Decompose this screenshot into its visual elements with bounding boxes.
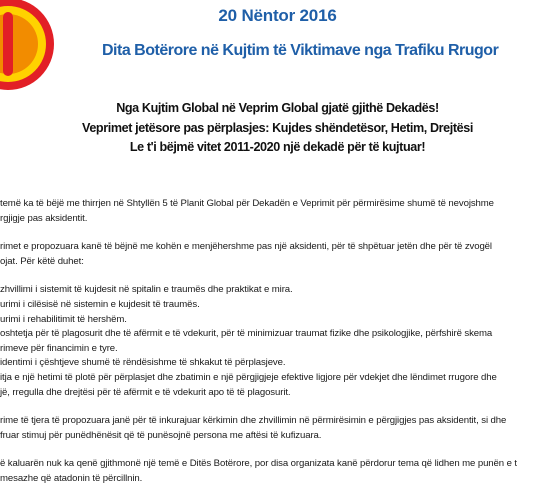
body-line: itja e një hetimi të plotë për përplasjet dhe zbatimin e një përgjigjeje efektive ligjore për vdekjet dhe lëndimet rrugore dhe bbox=[0, 371, 497, 383]
body-line: identimi i çështjeve shumë të rëndësishme të shkakut të përplasjeve. bbox=[0, 357, 286, 369]
subtitle-line-3: Le t'i bëjmë vitet 2011-2020 një dekadë për të kujtuar! bbox=[129, 140, 426, 154]
body-line: mesazhe që atadonin të përcillnin. bbox=[0, 472, 143, 484]
subtitle-line-1: Nga Kujtim Global në Veprim Global gjatë gjithë Dekadës! bbox=[116, 101, 439, 115]
subtitle-line-2: Veprimet jetësore pas përplasjes: Kujdes shëndetësor, Hetim, Drejtësi bbox=[82, 121, 473, 135]
body-line: rimeve për financimin e tyre. bbox=[0, 342, 118, 354]
event-date: 20 Nëntor 2016 bbox=[218, 6, 337, 25]
body-line: rimet e propozuara kanë të bëjnë me kohën e menjëhershme pas një aksidenti, për të shpëtuar jetën dhe për të zvogël bbox=[0, 241, 492, 253]
paragraph-gap bbox=[0, 269, 555, 283]
body-line: oshtetja për të plagosurit dhe të afërmit e të vdekurit, për të minimizuar traumat fizike dhe psikologjike, përfshirë skema bbox=[0, 328, 493, 340]
paragraph-gap bbox=[0, 443, 555, 457]
body-line: urimi i cilësisë në sistemin e kujdesit të traumës. bbox=[0, 298, 200, 310]
body-line: fruar stimuj për punëdhënësit që të punësojnë persona me aftësi të kufizuara. bbox=[0, 429, 322, 441]
body-line: ë kaluarën nuk ka qenë gjithmonë një temë e Ditës Botërore, por disa organizata kanë përdorur tema që lidhen me punën e t bbox=[0, 458, 517, 470]
paragraph-gap bbox=[0, 226, 555, 240]
body-line: temë ka të bëjë me thirrjen në Shtyllën 5 të Planit Global për Dekadën e Veprimit për përmirësime shumë të nevojshme bbox=[0, 198, 494, 209]
body-line: zhvillimi i sistemit të kujdesit në spitalin e traumës dhe praktikat e mira. bbox=[0, 284, 293, 296]
body-line: urimi i rehabilitimit të hershëm. bbox=[0, 313, 127, 325]
body-line: ojat. Për këtë duhet: bbox=[0, 255, 84, 267]
body-line: jë, rregulla dhe drejtësi për të afërmit e të vdekurit apo të të plagosurit. bbox=[0, 386, 291, 398]
paragraph-gap bbox=[0, 400, 555, 414]
body-line: rime të tjera të propozuara janë për të inkurajuar kërkimin dhe zhvillimin në përmirësimin e përgjigjes pas aksidentit, si dhe bbox=[0, 415, 507, 427]
body-text bbox=[0, 197, 555, 487]
page-title: Dita Botërore në Kujtim të Viktimave nga Trafiku Rrugor bbox=[102, 42, 499, 59]
body-line: rgjigje pas aksidentit. bbox=[0, 212, 88, 224]
